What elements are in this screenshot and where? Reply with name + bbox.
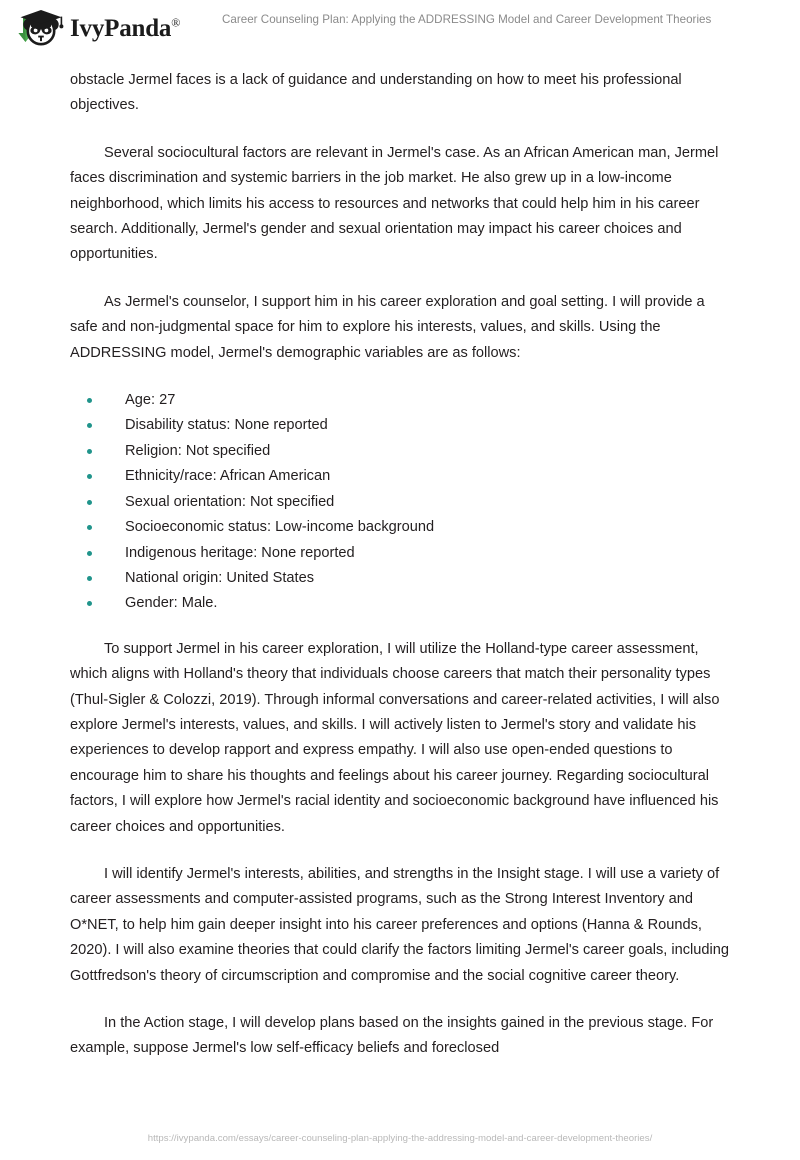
- bullet-dot-icon: [87, 551, 92, 556]
- bullet-dot-icon: [87, 576, 92, 581]
- bullet-dot-icon: [87, 525, 92, 530]
- paragraph-continued: obstacle Jermel faces is a lack of guidance and understanding on how to meet his professional objectives.: [70, 72, 682, 114]
- list-item: [70, 464, 732, 489]
- registered-mark: ®: [171, 15, 181, 30]
- panda-graduation-cap-logo-icon: [12, 6, 68, 48]
- list-item-label: Socioeconomic status: Low-income background: [125, 519, 435, 536]
- bullet-dot-icon: [87, 500, 92, 505]
- page-footer: [0, 1128, 800, 1146]
- bullet-dot-icon: [87, 398, 92, 403]
- page-header: [0, 0, 800, 52]
- list-item-label: Indigenous heritage: None reported: [125, 544, 355, 561]
- list-item: [70, 439, 732, 464]
- list-item: [70, 591, 732, 616]
- document-title: Career Counseling Plan: Applying the ADDRESSING Model and Career Development Theories: [222, 13, 712, 26]
- list-item-label: Age: 27: [125, 392, 176, 409]
- paragraph-sociocultural-factors: Several sociocultural factors are relevant in Jermel's case. As an African American man, Jermel faces discrimination and systemic barriers in the job market. He also grew up in a low-income neighborhood, which limits his access to resources and networks that could help him in his career search. Additionally, Jermel's gender and sexual orientation may impact his career choices and opportunities.: [70, 144, 719, 263]
- document-content: [70, 68, 732, 1062]
- paragraph-insight-stage: I will identify Jermel's interests, abilities, and strengths in the Insight stage. I will use a variety of career assessments and computer-assisted programs, such as the Strong Interest Inventory and O*NET, to help him gain deeper insight into his career preferences and options (Hanna & Rounds, 2020). I will also examine theories that could clarify the factors limiting Jermel's career goals, including Gottfredson's theory of circumscription and compromise and the social cognitive career theory.: [70, 865, 729, 984]
- list-item: [70, 515, 732, 540]
- brand-name: [70, 16, 180, 41]
- paragraph-action-stage: In the Action stage, I will develop plans based on the insights gained in the previous stage. For example, suppose Jermel's low self-efficacy beliefs and foreclosed: [70, 1015, 714, 1057]
- list-item: [70, 388, 732, 413]
- paragraph-holland-assessment: To support Jermel in his career exploration, I will utilize the Holland-type career assessment, which aligns with Holland's theory that individuals choose careers that match their personality types (Thul-Sigler & Colozzi, 2019). Through informal conversations and career-related activities, I will also explore Jermel's interests, values, and skills. I will actively listen to Jermel's story and validate his experiences to develop rapport and express empathy. I will also use open-ended questions to encourage him to share his thoughts and feelings about his career journey. Regarding sociocultural factors, I will explore how Jermel's racial identity and socioeconomic background have influenced his career choices and opportunities.: [70, 640, 720, 835]
- bullet-dot-icon: [87, 474, 92, 479]
- bullet-dot-icon: [87, 449, 92, 454]
- list-item: [70, 566, 732, 591]
- list-item-label: Ethnicity/race: African American: [125, 468, 331, 485]
- list-item-label: Disability status: None reported: [125, 417, 328, 434]
- bullet-dot-icon: [87, 601, 92, 606]
- addressing-model-list: [70, 388, 732, 617]
- bullet-dot-icon: [87, 423, 92, 428]
- source-url[interactable]: https://ivypanda.com/essays/career-counseling-plan-applying-the-addressing-model-and-career-development-theories/: [147, 1133, 653, 1144]
- list-item-label: Sexual orientation: Not specified: [125, 493, 335, 510]
- paragraph-counselor-role: As Jermel's counselor, I support him in his career exploration and goal setting. I will provide a safe and non-judgmental space for him to explore his interests, values, and skills. Using the ADDRESSING model, Jermel's demographic variables are as follows:: [70, 293, 705, 361]
- brand-logo[interactable]: [12, 6, 180, 48]
- brand-name-text: IvyPanda: [70, 14, 172, 42]
- list-item-label: Gender: Male.: [125, 595, 218, 612]
- list-item-label: Religion: Not specified: [125, 442, 271, 459]
- list-item-label: National origin: United States: [125, 569, 315, 586]
- list-item: [70, 541, 732, 566]
- list-item: [70, 490, 732, 515]
- list-item: [70, 413, 732, 438]
